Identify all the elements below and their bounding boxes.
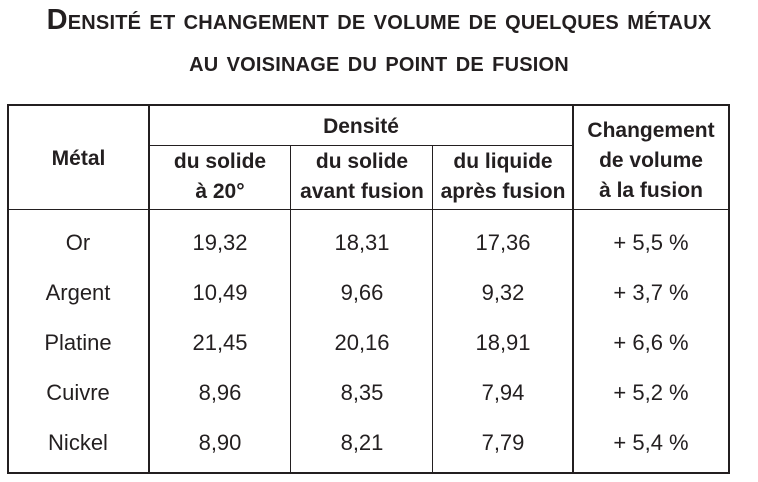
row-cuivre-liquide: 7,94	[481, 380, 525, 405]
row-cuivre-changement: + 5,2 %	[613, 380, 689, 405]
header-solide-avant-line-1: du solide	[315, 150, 409, 173]
header-changement-line-1: Changement	[587, 119, 715, 142]
header-liquide-line-2: après fusion	[440, 180, 566, 203]
row-platine-changement: + 6,6 %	[613, 330, 689, 355]
row-cuivre-solide-avant: 8,35	[340, 380, 384, 405]
density-table	[7, 104, 730, 474]
row-metal-platine: Platine	[44, 330, 112, 355]
row-platine-solide-avant: 20,16	[334, 330, 390, 355]
header-metal: Métal	[51, 147, 106, 170]
row-nickel-changement: + 5,4 %	[613, 430, 689, 455]
header-solide-20-line-2: à 20°	[195, 180, 245, 203]
header-liquide-line-1: du liquide	[453, 150, 553, 173]
row-metal-or: Or	[65, 230, 91, 255]
header-changement-line-3: à la fusion	[599, 179, 703, 202]
row-cuivre-solide-20: 8,96	[198, 380, 242, 405]
row-nickel-liquide: 7,79	[481, 430, 525, 455]
row-metal-cuivre: Cuivre	[46, 380, 110, 405]
row-or-solide-20: 19,32	[192, 230, 248, 255]
row-argent-changement: + 3,7 %	[613, 280, 689, 305]
column-divider-solide-20	[290, 146, 291, 472]
row-or-solide-avant: 18,31	[334, 230, 390, 255]
column-divider-solide-avant	[432, 146, 433, 472]
row-nickel-solide-20: 8,90	[198, 430, 242, 455]
header-solide-20-line-1: du solide	[173, 150, 267, 173]
header-solide-avant-line-2: avant fusion	[300, 180, 424, 203]
header-changement-line-2: de volume	[599, 149, 703, 172]
row-or-liquide: 17,36	[475, 230, 531, 255]
densite-header-rule	[148, 145, 572, 146]
row-metal-nickel: Nickel	[48, 430, 108, 455]
row-platine-solide-20: 21,45	[192, 330, 248, 355]
row-or-changement: + 5,5 %	[613, 230, 689, 255]
row-nickel-solide-avant: 8,21	[340, 430, 384, 455]
row-argent-solide-avant: 9,66	[340, 280, 384, 305]
table-title-line-2: au voisinage du point de fusion	[189, 46, 569, 78]
row-argent-solide-20: 10,49	[192, 280, 248, 305]
header-bottom-rule	[9, 209, 728, 210]
table-title-line-1: Densité et changement de volume de quelques métaux	[46, 4, 712, 36]
header-densite: Densité	[323, 115, 399, 138]
row-argent-liquide: 9,32	[481, 280, 525, 305]
row-metal-argent: Argent	[45, 280, 111, 305]
row-platine-liquide: 18,91	[475, 330, 531, 355]
